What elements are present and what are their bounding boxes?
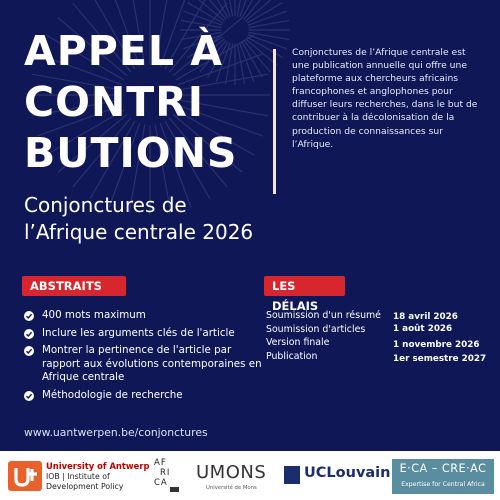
headline-line: APPEL À (24, 27, 223, 75)
subtitle (24, 192, 253, 246)
africa-letters: AF (154, 458, 167, 468)
list-item-text: Inclure les arguments clés de l'article (42, 326, 235, 339)
deadline-row (266, 336, 491, 350)
deadline-date: 1 novembre 2026 (393, 340, 480, 350)
starburst-ray (237, 44, 244, 85)
list-item-text: Méthodologie de recherche (42, 388, 183, 401)
starburst-ray (249, 20, 290, 27)
check-icon (24, 391, 34, 401)
deadlines-table (266, 309, 491, 363)
deadline-date: 18 avril 2026 (393, 312, 458, 322)
headline-line: CONTRI (24, 78, 205, 126)
eca-creac-logo (392, 459, 494, 494)
starburst-ray (248, 35, 287, 49)
eca-tagline: Expertise for Central Africa (401, 481, 485, 488)
iob-line: Development Policy (46, 481, 124, 491)
iob-line: IOB | Institute of (46, 472, 110, 481)
deadline-date: 1 août 2026 (393, 323, 453, 334)
deadline-label: Soumission d'un résumé (266, 310, 381, 321)
starburst-ray (183, 11, 222, 25)
headline-line: BUTIONS (24, 129, 238, 177)
website-link[interactable]: www.uantwerpen.be/conjonctures (24, 426, 208, 439)
uclouvain-logo (284, 463, 391, 487)
deadline-row (266, 323, 491, 337)
list-item (24, 327, 262, 341)
umons-logo (194, 460, 278, 494)
deadline-date: 1er semestre 2027 (393, 353, 487, 364)
deadline-label: Publication (266, 350, 318, 362)
check-icon (24, 329, 34, 339)
list-item (24, 389, 262, 403)
uclouvain-emblem-icon (284, 466, 300, 484)
deadlines-heading: LES DÉLAIS (264, 276, 345, 296)
starburst-ray (248, 11, 287, 25)
africa-logo (152, 456, 180, 496)
deadline-row (266, 350, 491, 364)
uclouvain-name: UCLouvain (304, 465, 391, 481)
list-item (24, 309, 262, 323)
abstracts-list (24, 309, 262, 406)
starburst-ray (249, 32, 290, 39)
iob-name (46, 472, 123, 491)
check-icon (24, 346, 34, 356)
eca-name: E·CA – CRE·AC (399, 462, 487, 475)
starburst-ray (240, 43, 254, 82)
logo-strip (0, 451, 500, 500)
africa-letters: CA (154, 478, 168, 488)
list-item-text: Montrer la pertinence de l'article par rapport aux évolutions contemporaines en Afrique centrale (42, 344, 262, 383)
deadline-row (266, 309, 491, 323)
list-item-text: 400 mots maximum (42, 309, 146, 321)
abstracts-heading: ABSTRAITS (22, 276, 126, 296)
umons-tagline: Université de Mons (206, 485, 257, 491)
deadline-label: Soumission d'articles (266, 323, 366, 335)
list-item (24, 344, 262, 385)
check-icon (24, 311, 34, 321)
deadline-label: Version finale (266, 337, 330, 348)
africa-mark-icon (170, 487, 179, 493)
intro-paragraph: Conjonctures de l’Afrique centrale est une publication annuelle qui offre une plateforme aux chercheurs africains francophones et anglophones pour diffuser leurs recherches, dans le but de contribuer à la décolonisation de la production de connaissances sur l’Afrique. (292, 47, 478, 150)
headline (24, 26, 237, 179)
antwerp-emblem-icon (8, 461, 42, 491)
antwerp-name: University of Antwerp (46, 461, 150, 471)
subtitle-line: l’Afrique centrale 2026 (24, 220, 254, 244)
umons-name: UMONS (196, 462, 267, 483)
subtitle-line: Conjonctures de (24, 193, 187, 217)
divider (273, 49, 276, 194)
university-of-antwerp-logo (6, 459, 150, 493)
africa-letters: RI (160, 468, 171, 478)
